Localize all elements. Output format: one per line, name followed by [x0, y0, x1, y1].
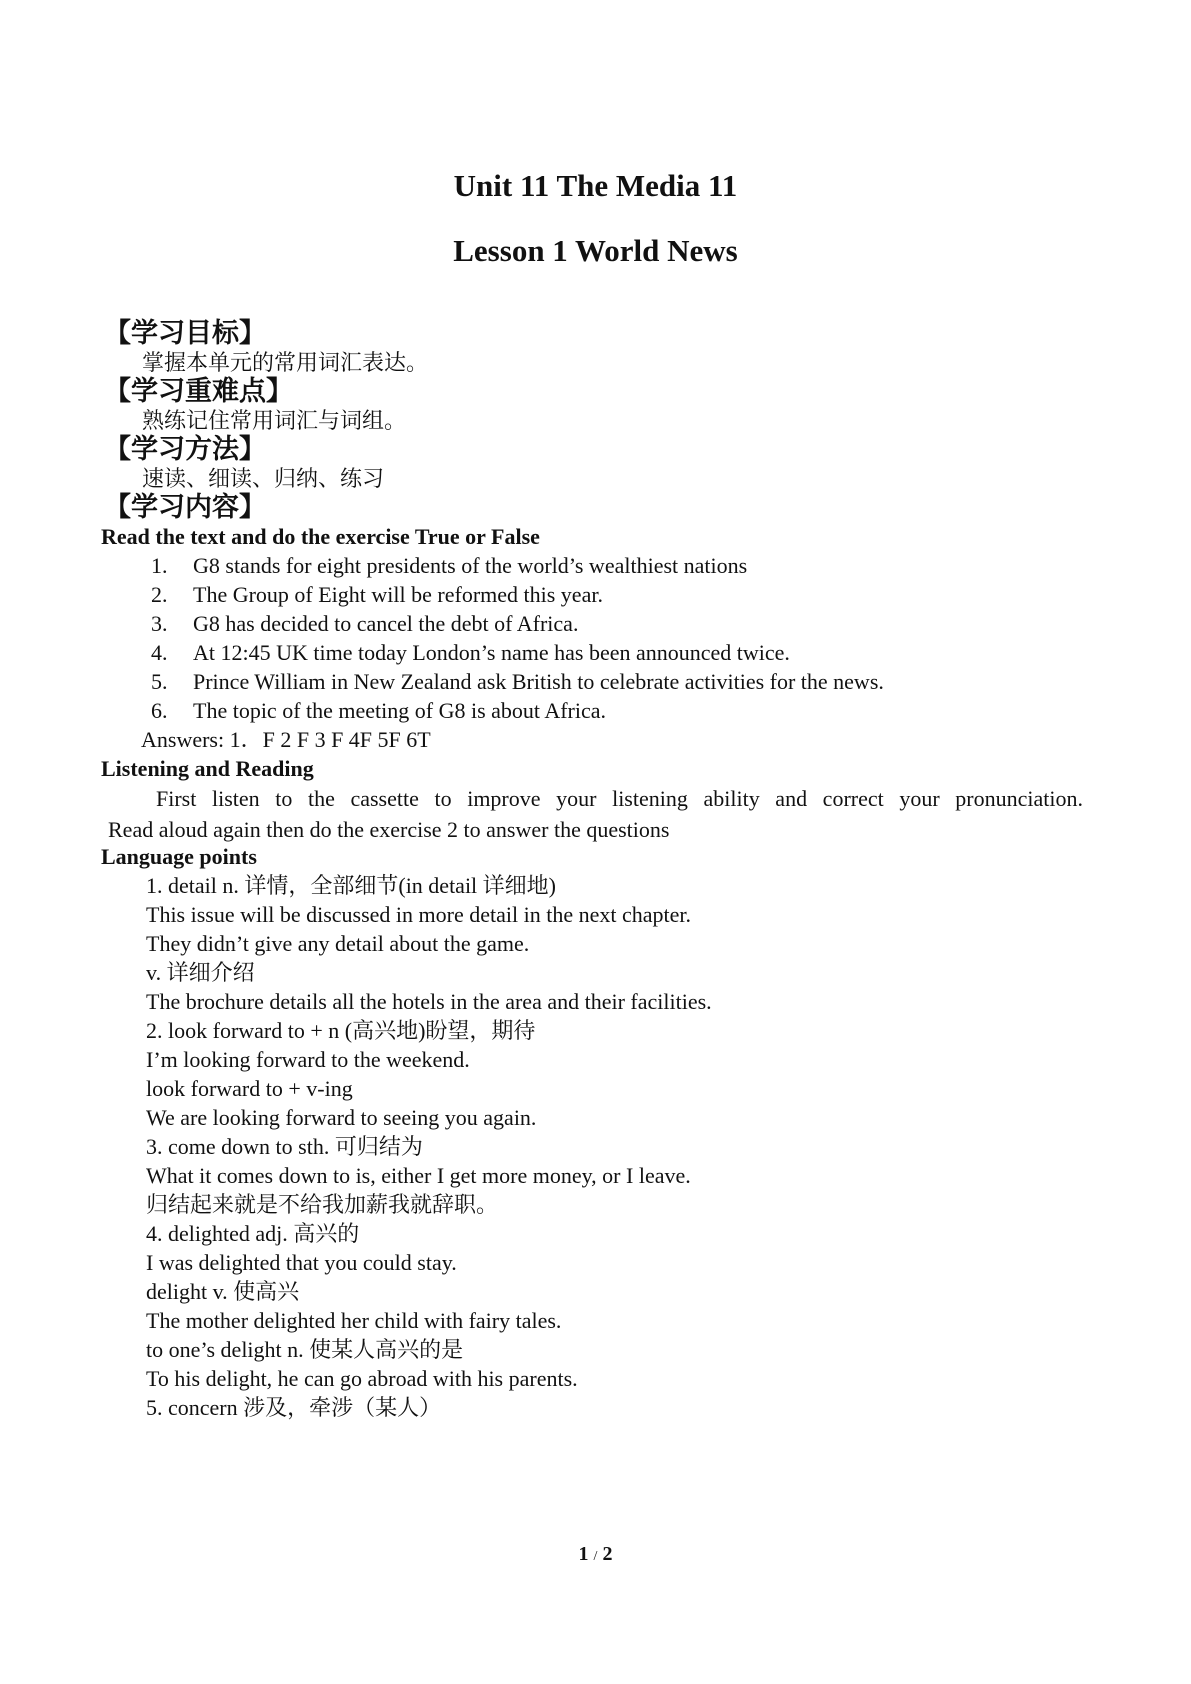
page-footer	[0, 1543, 1191, 1566]
item-text: The topic of the meeting of G8 is about Africa.	[193, 698, 606, 723]
language-line: to one’s delight n. 使某人高兴的是	[146, 1337, 464, 1362]
language-line: I’m looking forward to the weekend.	[146, 1047, 470, 1072]
goals-text: 掌握本单元的常用词汇表达。	[142, 350, 429, 375]
language-line: The mother delighted her child with fairy tales.	[146, 1308, 562, 1333]
page-total: 2	[602, 1543, 613, 1565]
item-text: G8 stands for eight presidents of the world’s wealthiest nations	[193, 553, 748, 578]
language-line: To his delight, he can go abroad with his parents.	[146, 1366, 578, 1391]
difficulty-heading: 【学习重难点】	[104, 376, 293, 407]
item-text: Prince William in New Zealand ask British to celebrate activities for the news.	[193, 669, 884, 694]
exercise-heading: Read the text and do the exercise True or False	[101, 524, 540, 549]
item-number: 3.	[151, 611, 168, 636]
language-line: This issue will be discussed in more detail in the next chapter.	[146, 902, 691, 927]
language-line: 归结起来就是不给我加薪我就辞职。	[146, 1192, 499, 1217]
language-line: 1. detail n. 详情，全部细节(in detail 详细地)	[146, 873, 556, 898]
language-line: The brochure details all the hotels in the area and their facilities.	[146, 989, 712, 1014]
language-line: 5. concern 涉及，牵涉（某人）	[146, 1395, 442, 1420]
language-line: I was delighted that you could stay.	[146, 1250, 457, 1275]
listening-paragraph	[108, 783, 1083, 845]
language-heading: Language points	[101, 844, 257, 869]
answers-line: Answers: 1．F 2 F 3 F 4F 5F 6T	[141, 727, 431, 752]
item-text: G8 has decided to cancel the debt of Africa.	[193, 611, 579, 636]
item-number: 1.	[151, 553, 168, 578]
goals-heading: 【学习目标】	[104, 318, 266, 349]
lesson-title: Lesson 1 World News	[453, 233, 738, 268]
item-number: 5.	[151, 669, 168, 694]
page-number: 1	[578, 1543, 589, 1565]
language-line: 2. look forward to + n (高兴地)盼望，期待	[146, 1018, 536, 1043]
language-line: They didn’t give any detail about the game.	[146, 931, 530, 956]
item-number: 2.	[151, 582, 168, 607]
language-line: What it comes down to is, either I get more money, or I leave.	[146, 1163, 691, 1188]
language-line: 4. delighted adj. 高兴的	[146, 1221, 360, 1246]
page-separator: /	[593, 1549, 598, 1564]
language-line: delight v. 使高兴	[146, 1279, 300, 1304]
item-text: At 12:45 UK time today London’s name has been announced twice.	[193, 640, 790, 665]
listening-line-1: First listen to the cassette to improve your listening ability and correct your pronunciation.	[156, 786, 1083, 811]
listening-heading: Listening and Reading	[101, 756, 314, 781]
item-text: The Group of Eight will be reformed this year.	[193, 582, 603, 607]
language-line: 3. come down to sth. 可归结为	[146, 1134, 423, 1159]
item-number: 4.	[151, 640, 168, 665]
content-heading: 【学习内容】	[104, 492, 266, 523]
language-line: look forward to + v-ing	[146, 1076, 353, 1101]
method-heading: 【学习方法】	[104, 434, 266, 465]
method-text: 速读、细读、归纳、练习	[142, 466, 385, 491]
language-line: We are looking forward to seeing you again.	[146, 1105, 537, 1130]
unit-title: Unit 11 The Media 11	[453, 168, 738, 203]
language-line: v. 详细介绍	[146, 960, 255, 985]
difficulty-text: 熟练记住常用词汇与词组。	[142, 408, 407, 433]
item-number: 6.	[151, 698, 168, 723]
listening-line-2: Read aloud again then do the exercise 2 to answer the questions	[108, 817, 670, 842]
